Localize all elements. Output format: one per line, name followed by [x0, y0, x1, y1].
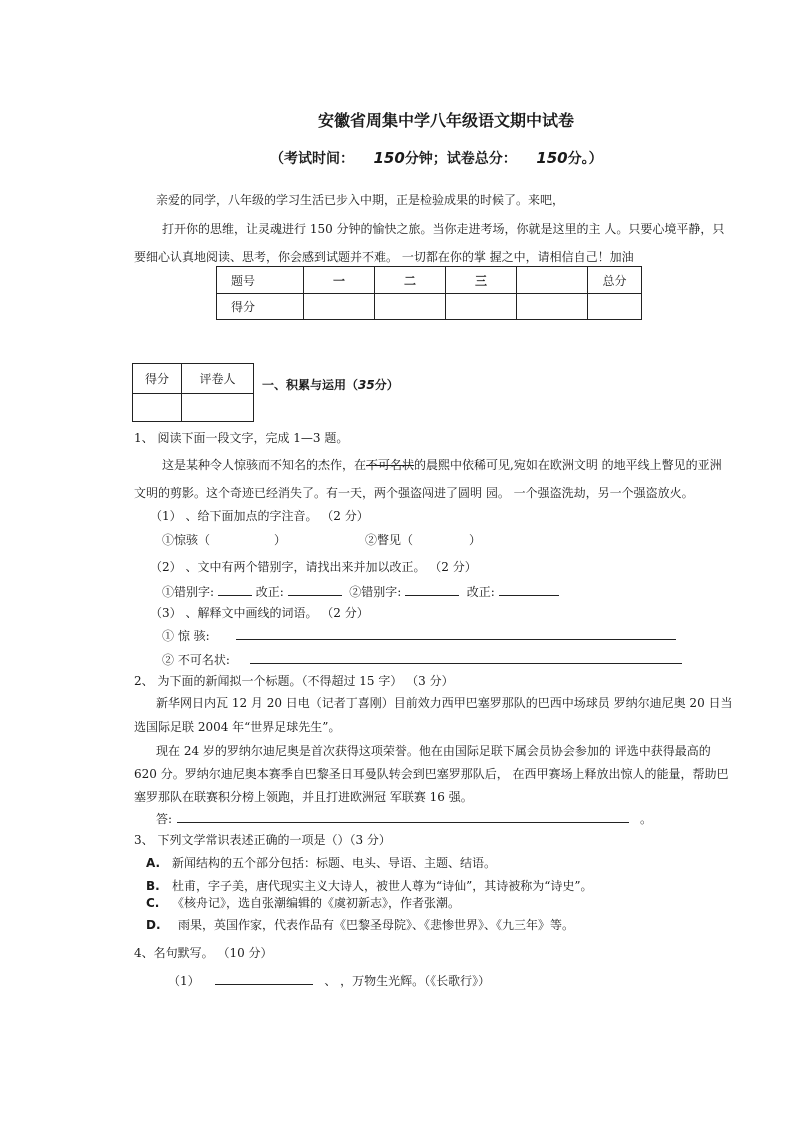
answer-blank[interactable]	[288, 583, 342, 596]
q3-option-b[interactable]: B. 杜甫，字子美，唐代现实主义大诗人，被世人尊为“诗仙”，其诗被称为“诗史”。	[146, 879, 593, 893]
q3-option-c[interactable]: C. 《核舟记》，选自张潮编辑的《虞初新志》，作者张潮。	[146, 896, 461, 910]
q1-sub3-a: ① 惊 骇:	[162, 629, 210, 643]
q1-passage-line-2: 文明的剪影。这个奇迹已经消失了。有一天，两个强盗闯进了圆明 园。 一个强盗洗劫，另一个强盗放火。	[134, 486, 694, 500]
score-cell[interactable]	[446, 294, 517, 320]
score-cell[interactable]	[304, 294, 375, 320]
q2-news-line-2: 选国际足联 2004 年“世界足球先生”。	[134, 720, 341, 734]
grader-table	[132, 363, 254, 422]
q1-sub2-answers: ①错别字: 改正: ②错别字: 改正:	[162, 583, 559, 600]
answer-line[interactable]	[250, 663, 682, 664]
q1-stem: 1、 阅读下面一段文字，完成 1—3 题。	[134, 431, 349, 445]
q1-struck-text: 不可名状	[366, 458, 415, 472]
q4-sub1: （1） 、 ，万物生光辉。（《长歌行》）	[168, 974, 491, 988]
grader-name-label: 评卷人	[182, 364, 254, 394]
score-table-col-4	[517, 267, 588, 294]
q3-stem: 3、 下列文学常识表述正确的一项是（）（3 分）	[134, 833, 391, 847]
answer-blank[interactable]	[405, 583, 459, 596]
q1-sub1-b: ②瞥见（ ）	[365, 533, 482, 547]
score-table	[216, 266, 642, 320]
q3-option-d[interactable]: D. 雨果，英国作家，代表作品有《巴黎圣母院》、《悲惨世界》、《九三年》等。	[146, 918, 575, 932]
score-table-score-label: 得分	[217, 294, 304, 320]
score-table-col-2: 二	[375, 267, 446, 294]
q1-passage-line-1: 这是某种令人惊骇而不知名的杰作，在不可名状的晨熙中依稀可见,宛如在欧洲文明 的地平线上瞥见的亚洲	[162, 458, 722, 472]
q1-sub3-b: ② 不可名状:	[162, 653, 230, 667]
q2-stem: 2、 为下面的新闻拟一个标题。（不得超过 15 字） （3 分）	[134, 674, 454, 688]
q1-sub2: （2） 、文中有两个错别字，请找出来并加以改正。 （2 分）	[150, 560, 477, 574]
grader-score-cell[interactable]	[133, 394, 182, 422]
answer-line[interactable]	[177, 822, 629, 823]
q2-news-line-3: 现在 24 岁的罗纳尔迪尼奥是首次获得这项荣誉。他在由国际足联下属会员协会参加的 评选中获得最高的	[156, 744, 711, 758]
answer-blank[interactable]	[499, 583, 559, 596]
intro-line-3: 要细心认真地阅读、思考，你会感到试题并不难。 一切都在你的掌 握之中，请相信自己！加油	[134, 250, 634, 264]
intro-line-1: 亲爱的同学，八年级的学习生活已步入中期，正是检验成果的时候了。来吧，	[156, 193, 565, 207]
answer-blank[interactable]	[218, 583, 252, 596]
section-1-heading: 一、积累与运用（35分）	[262, 378, 399, 392]
q2-period: 。	[640, 812, 653, 826]
exam-info: （考试时间： 150分钟；试卷总分： 150分。）	[270, 149, 603, 167]
answer-blank[interactable]	[215, 972, 313, 985]
q3-option-a[interactable]: A. 新闻结构的五个部分包括：标题、电头、导语、主题、结语。	[146, 856, 497, 870]
score-table-header-label: 题号	[217, 267, 304, 294]
q1-sub1-a: ①惊骇（ ）	[162, 533, 287, 547]
q2-news-line-5: 塞罗那队在联赛积分榜上领跑，并且打进欧洲冠 军联赛 16 强。	[134, 790, 473, 804]
q2-news-line-4: 620 分。罗纳尔迪尼奥本赛季自巴黎圣日耳曼队转会到巴塞罗那队后， 在西甲赛场上释放出惊人的能量，帮助巴	[134, 767, 729, 781]
score-cell[interactable]	[375, 294, 446, 320]
intro-line-2: 打开你的思维，让灵魂进行 150 分钟的愉快之旅。当你走进考场，你就是这里的主 人。只要心境平静，只	[162, 222, 725, 236]
q2-news-line-1: 新华网日内瓦 12 月 20 日电（记者丁喜刚）目前效力西甲巴塞罗那队的巴西中场球员 罗纳尔迪尼奥 20 日当	[156, 696, 733, 710]
score-table-col-1: 一	[304, 267, 375, 294]
score-cell[interactable]	[517, 294, 588, 320]
score-table-col-3: 三	[446, 267, 517, 294]
score-table-total: 总分	[588, 267, 642, 294]
grader-name-cell[interactable]	[182, 394, 254, 422]
answer-line[interactable]	[236, 639, 676, 640]
page-title: 安徽省周集中学八年级语文期中试卷	[318, 111, 575, 130]
grader-score-label: 得分	[133, 364, 182, 394]
total-score: 150	[536, 149, 568, 167]
q1-sub3: （3） 、解释文中画线的词语。 （2 分）	[150, 606, 369, 620]
q2-answer-label: 答:	[156, 812, 173, 826]
score-cell[interactable]	[588, 294, 642, 320]
q4-stem: 4、名句默写。 （10 分）	[134, 946, 273, 960]
exam-time: 150	[373, 149, 405, 167]
q1-sub1: （1） 、给下面加点的字注音。 （2 分）	[150, 509, 369, 523]
